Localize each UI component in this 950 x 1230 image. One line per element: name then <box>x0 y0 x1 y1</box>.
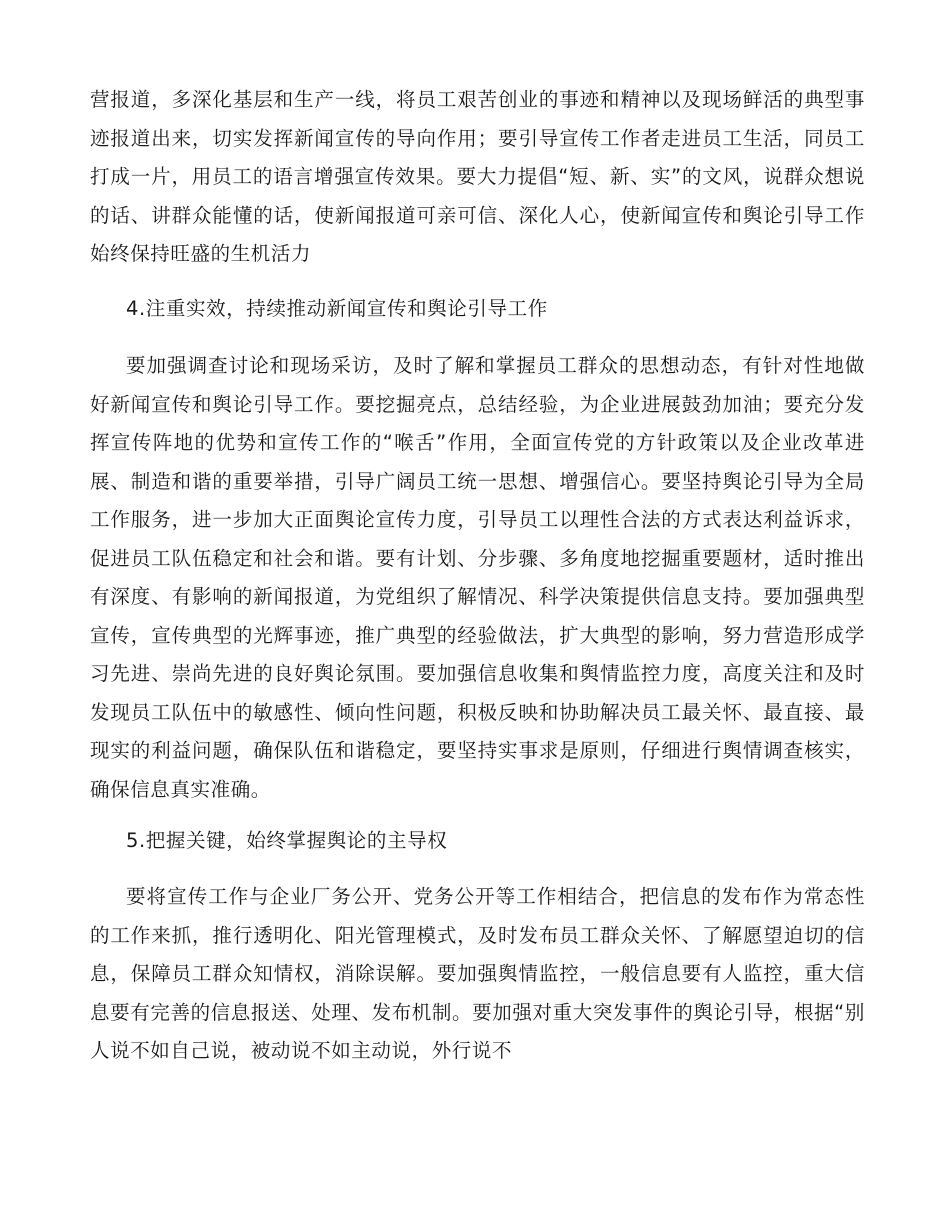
paragraph-continued: 营报道，多深化基层和生产一线，将员工艰苦创业的事迹和精神以及现场鲜活的典型事迹报道出来，切实发挥新闻宣传的导向作用；要引导宣传工作者走进员工生活，同员工打成一片，用员工的语言增强宣传效果。要大力提倡“短、新、实”的文风，说群众想说的话、讲群众能懂的话，使新闻报道可亲可信、深化人心，使新闻宣传和舆论引导工作始终保持旺盛的生机活力 <box>90 88 865 265</box>
paragraph-section-5: 要将宣传工作与企业厂务公开、党务公开等工作相结合，把信息的发布作为常态性的工作来抓，推行透明化、阳光管理模式，及时发布员工群众关怀、了解愿望迫切的信息，保障员工群众知情权，消除误解。要加强舆情监控，一般信息要有人监控，重大信息要有完善的信息报送、处理、发布机制。要加强对重大突发事件的舆论引导，根据“别人说不如自己说，被动说不如主动说，外行说不 <box>90 885 865 1062</box>
section-heading-5: 5.把握关键，始终掌握舆论的主导权 <box>126 829 448 852</box>
section-heading-4: 4.注重实效，持续推动新闻宣传和舆论引导工作 <box>126 297 548 320</box>
paragraph-section-4: 要加强调查讨论和现场采访，及时了解和掌握员工群众的思想动态，有针对性地做好新闻宣传和舆论引导工作。要挖掘亮点，总结经验，为企业进展鼓劲加油；要充分发挥宣传阵地的优势和宣传工作的“喉舌”作用，全面宣传党的方针政策以及企业改革进展、制造和谐的重要举措，引导广阔员工统一思想、增强信心。要坚持舆论引导为全局工作服务，进一步加大正面舆论宣传力度，引导员工以理性合法的方式表达利益诉求，促进员工队伍稳定和社会和谐。要有计划、分步骤、多角度地挖掘重要题材，适时推出有深度、有影响的新闻报道，为党组织了解情况、科学决策提供信息支持。要加强典型宣传，宣传典型的光辉事迹，推广典型的经验做法，扩大典型的影响，努力营造形成学习先进、崇尚先进的良好舆论氛围。要加强信息收集和舆情监控力度，高度关注和及时发现员工队伍中的敏感性、倾向性问题，积极反映和协助解决员工最关怀、最直接、最现实的利益问题，确保队伍和谐稳定，要坚持实事求是原则，仔细进行舆情调查核实，确保信息真实准确。 <box>90 354 865 801</box>
